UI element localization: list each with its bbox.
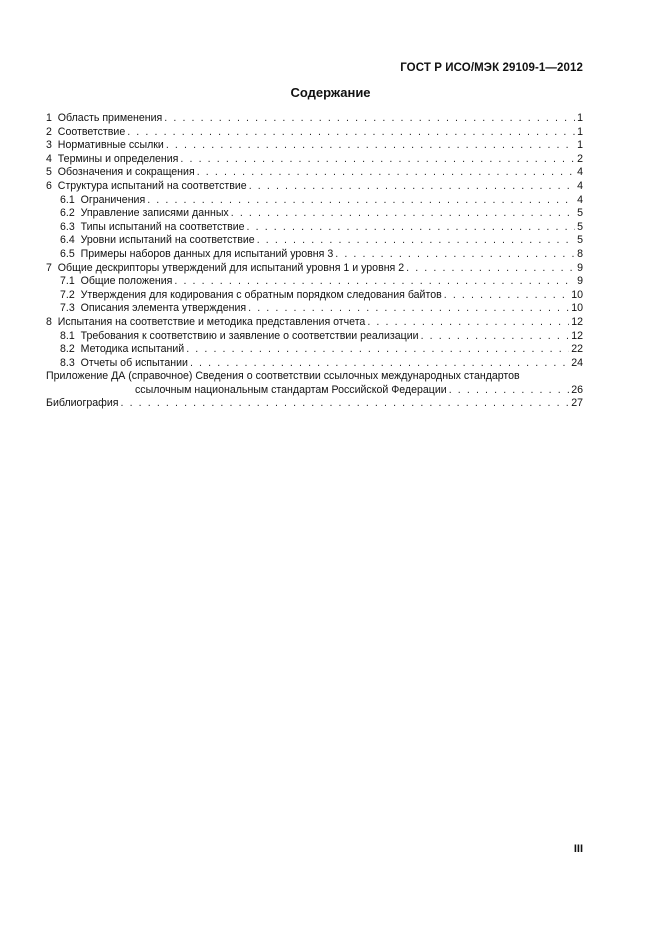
toc-entry-number: 5 bbox=[46, 166, 52, 179]
toc-entry-page: 1 bbox=[577, 112, 583, 124]
toc-entry-page: 5 bbox=[577, 220, 583, 233]
toc-entry-page: 27 bbox=[571, 397, 583, 410]
toc-entry[interactable] bbox=[46, 275, 583, 289]
dot-leader bbox=[257, 234, 575, 246]
toc-entry-page: 4 bbox=[577, 166, 583, 179]
toc-entry-label: Структура испытаний на соответствие bbox=[57, 179, 247, 192]
toc-entry-number: 8.2 bbox=[60, 343, 75, 356]
toc-entry-label: Утверждения для кодирования с обратным порядком следования байтов bbox=[80, 288, 442, 301]
dot-leader bbox=[249, 180, 575, 192]
dot-leader bbox=[166, 139, 575, 151]
toc-entry-number: 7.2 bbox=[60, 288, 75, 301]
toc-entry-number: 2 bbox=[46, 125, 52, 138]
dot-leader bbox=[449, 384, 570, 396]
toc-entry-number: 3 bbox=[46, 139, 52, 152]
toc-entry-label: Уровни испытаний на соответствие bbox=[80, 234, 255, 247]
document-code: ГОСТ Р ИСО/МЭК 29109-1—2012 bbox=[400, 62, 583, 74]
toc-entry-label: Общие положения bbox=[80, 275, 173, 288]
toc-entry-label: Область применения bbox=[57, 112, 163, 124]
toc-entry-page: 4 bbox=[577, 179, 583, 192]
toc-entry-label: Соответствие bbox=[57, 125, 126, 138]
toc-entry-number: 6 bbox=[46, 179, 52, 192]
toc-entry-page: 26 bbox=[571, 383, 583, 396]
toc-entry-number: 4 bbox=[46, 152, 52, 165]
dot-leader bbox=[164, 112, 575, 124]
toc-entry-number: 8 bbox=[46, 315, 52, 328]
page-number: III bbox=[573, 843, 583, 855]
toc-entry-label: Испытания на соответствие и методика представления отчета bbox=[57, 315, 366, 328]
toc-entry-label: Методика испытаний bbox=[80, 343, 185, 356]
toc-entry[interactable] bbox=[46, 221, 583, 235]
toc-entry[interactable] bbox=[46, 207, 583, 221]
toc-entry-number: 6.2 bbox=[60, 207, 75, 220]
toc-entry-number: 6.5 bbox=[60, 247, 75, 260]
table-of-contents bbox=[46, 112, 583, 411]
dot-leader bbox=[186, 343, 569, 355]
toc-entry-label: Общие дескрипторы утверждений для испытаний уровня 1 и уровня 2 bbox=[57, 261, 405, 274]
toc-entry-page: 24 bbox=[571, 356, 583, 369]
toc-entry-number: 6.4 bbox=[60, 234, 75, 247]
toc-entry-number: 7 bbox=[46, 261, 52, 274]
dot-leader bbox=[421, 330, 570, 342]
toc-entry[interactable] bbox=[46, 248, 583, 262]
toc-entry[interactable] bbox=[46, 357, 583, 371]
toc-entry-label: Отчеты об испытании bbox=[80, 356, 188, 369]
toc-entry-label: Библиография bbox=[46, 397, 119, 410]
dot-leader bbox=[174, 275, 575, 287]
toc-entry[interactable] bbox=[46, 262, 583, 276]
toc-entry-number: 1 bbox=[46, 112, 52, 124]
toc-entry[interactable] bbox=[46, 153, 583, 167]
toc-bibliography[interactable] bbox=[46, 397, 583, 411]
toc-entry[interactable] bbox=[46, 112, 583, 126]
toc-entry[interactable] bbox=[46, 330, 583, 344]
toc-entry-number: 7.3 bbox=[60, 302, 75, 315]
dot-leader bbox=[147, 194, 575, 206]
toc-entry[interactable] bbox=[46, 194, 583, 208]
toc-entry[interactable] bbox=[46, 316, 583, 330]
toc-entry-number: 7.1 bbox=[60, 275, 75, 288]
toc-entry-page: 4 bbox=[577, 193, 583, 206]
toc-entry[interactable] bbox=[46, 166, 583, 180]
toc-appendix-line2[interactable] bbox=[46, 384, 583, 398]
dot-leader bbox=[231, 207, 575, 219]
page-title: Содержание bbox=[290, 85, 371, 100]
toc-entry[interactable] bbox=[46, 126, 583, 140]
toc-entry-label: Требования к соответствию и заявление о соответствии реализации bbox=[80, 329, 419, 342]
toc-entry-label: Типы испытаний на соответствие bbox=[80, 220, 245, 233]
toc-entry-label: Описания элемента утверждения bbox=[80, 302, 247, 315]
toc-entry[interactable] bbox=[46, 289, 583, 303]
toc-entry-page: 1 bbox=[577, 139, 583, 152]
toc-entry-page: 5 bbox=[577, 207, 583, 220]
toc-entry[interactable] bbox=[46, 180, 583, 194]
toc-entry-label: Примеры наборов данных для испытаний уровня 3 bbox=[80, 247, 334, 260]
dot-leader bbox=[197, 166, 575, 178]
dot-leader bbox=[120, 397, 569, 409]
toc-entry-page: 22 bbox=[571, 343, 583, 356]
toc-entry-label: ссылочным национальным стандартам Российской Федерации bbox=[135, 383, 447, 396]
toc-entry-page: 9 bbox=[577, 275, 583, 288]
toc-entry-page: 2 bbox=[577, 152, 583, 165]
toc-entry-number: 8.1 bbox=[60, 329, 75, 342]
dot-leader bbox=[190, 357, 569, 369]
dot-leader bbox=[444, 289, 569, 301]
toc-entry-page: 9 bbox=[577, 261, 583, 274]
toc-entry-page: 10 bbox=[571, 288, 583, 301]
toc-entry[interactable] bbox=[46, 302, 583, 316]
toc-entry-number: 6.3 bbox=[60, 220, 75, 233]
dot-leader bbox=[335, 248, 575, 260]
toc-entry[interactable] bbox=[46, 234, 583, 248]
toc-entry-label: Ограничения bbox=[80, 193, 146, 206]
dot-leader bbox=[367, 316, 569, 328]
toc-entry-page: 12 bbox=[571, 329, 583, 342]
dot-leader bbox=[406, 262, 575, 274]
toc-entry-page: 10 bbox=[571, 302, 583, 315]
dot-leader bbox=[247, 221, 576, 233]
toc-entry[interactable] bbox=[46, 343, 583, 357]
dot-leader bbox=[248, 302, 569, 314]
toc-entry-label: Приложение ДА (справочное) Сведения о соответствии ссылочных международных стандартов bbox=[46, 370, 520, 383]
toc-entry-number: 6.1 bbox=[60, 193, 75, 206]
toc-entry-page: 8 bbox=[577, 247, 583, 260]
toc-entry-page: 1 bbox=[577, 125, 583, 138]
toc-entry-label: Обозначения и сокращения bbox=[57, 166, 195, 179]
dot-leader bbox=[127, 126, 575, 138]
toc-entry-page: 5 bbox=[577, 234, 583, 247]
toc-entry-number: 8.3 bbox=[60, 356, 75, 369]
dot-leader bbox=[180, 153, 575, 165]
toc-entries bbox=[46, 112, 583, 370]
toc-entry-page: 12 bbox=[571, 315, 583, 328]
toc-entry[interactable] bbox=[46, 139, 583, 153]
toc-entry-label: Управление записями данных bbox=[80, 207, 229, 220]
toc-appendix-line1[interactable] bbox=[46, 370, 583, 384]
toc-entry-label: Нормативные ссылки bbox=[57, 139, 164, 152]
toc-entry-label: Термины и определения bbox=[57, 152, 179, 165]
